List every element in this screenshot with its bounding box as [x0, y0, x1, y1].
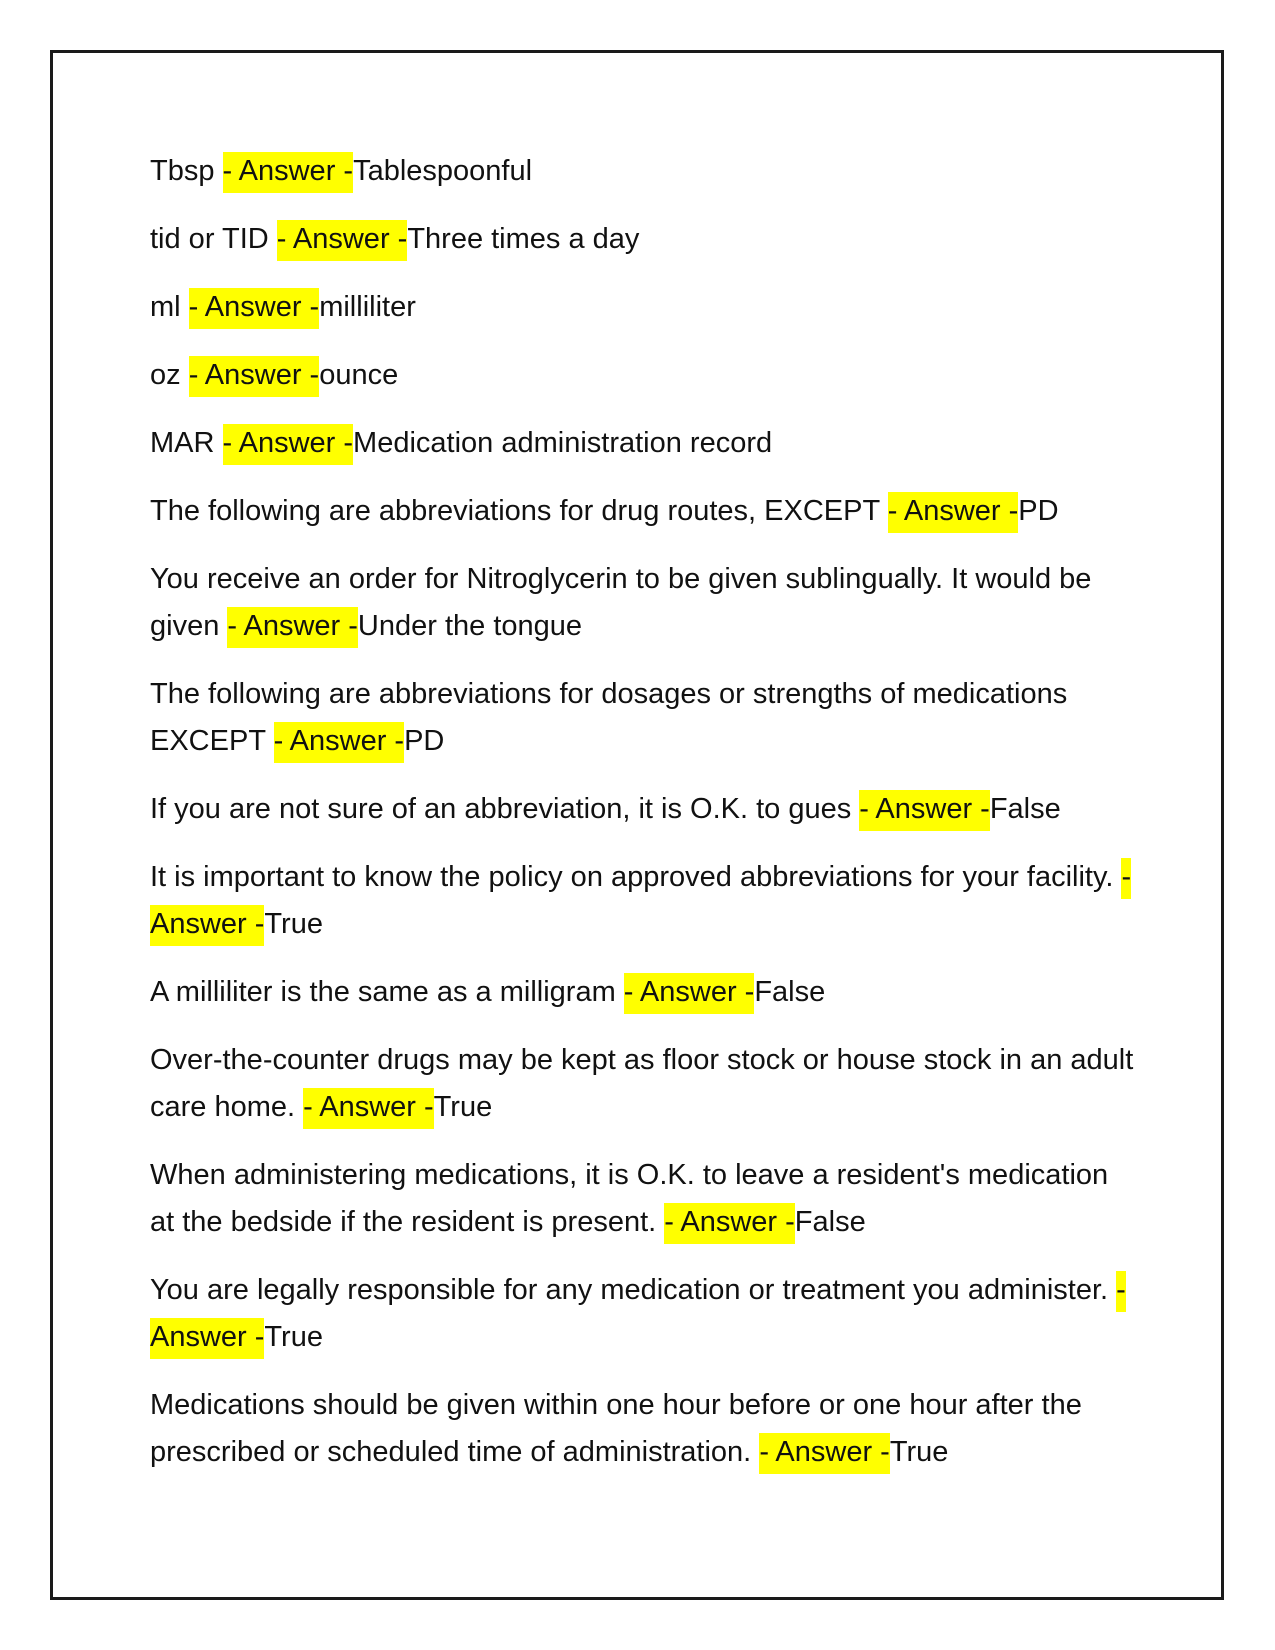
qa-item: [150, 352, 1140, 399]
answer-marker: - Answer -: [227, 607, 358, 648]
question-text: You are legally responsible for any medication or treatment you administer.: [150, 1274, 1117, 1306]
question-text: The following are abbreviations for dosages or strengths of medications EXCEPT: [150, 678, 1068, 757]
question-text: When administering medications, it is O.K. to leave a resident's medication at the bedside if the resident is present.: [150, 1159, 1109, 1238]
question-text: A milliliter is the same as a milligram: [150, 976, 624, 1008]
qa-item: [150, 1267, 1140, 1361]
qa-item: [150, 284, 1140, 331]
answer-text: PD: [1018, 495, 1059, 527]
answer-marker: - Answer -: [189, 288, 320, 329]
answer-text: ounce: [319, 359, 399, 391]
answer-text: False: [794, 1206, 866, 1238]
answer-marker: - Answer -: [274, 722, 405, 763]
answer-marker: - Answer -: [624, 973, 755, 1014]
qa-item: [150, 420, 1140, 467]
question-text: ml: [150, 291, 189, 323]
answer-text: False: [989, 793, 1061, 825]
answer-text: Under the tongue: [357, 610, 583, 642]
question-text: Over-the-counter drugs may be kept as floor stock or house stock in an adult care home.: [150, 1044, 1134, 1123]
answer-text: Tablespoonful: [353, 155, 533, 187]
qa-item: [150, 1152, 1140, 1246]
qa-item: [150, 969, 1140, 1016]
question-answer-list: [150, 148, 1140, 1497]
question-text: Medications should be given within one hour before or one hour after the prescribed or scheduled time of administration.: [150, 1389, 1082, 1468]
answer-marker: - Answer -: [888, 492, 1019, 533]
answer-marker: - Answer -: [859, 790, 990, 831]
qa-item: [150, 786, 1140, 833]
answer-text: Three times a day: [407, 223, 640, 255]
question-text: oz: [150, 359, 189, 391]
answer-text: True: [264, 1321, 323, 1353]
qa-item: [150, 1037, 1140, 1131]
question-text: It is important to know the policy on approved abbreviations for your facility.: [150, 861, 1122, 893]
answer-text: Medication administration record: [353, 427, 773, 459]
answer-text: True: [889, 1436, 949, 1468]
qa-item: [150, 556, 1140, 650]
answer-marker: - Answer -: [664, 1203, 795, 1244]
question-text: Tbsp: [150, 155, 223, 187]
answer-text: True: [264, 908, 323, 940]
answer-marker: - Answer -: [759, 1433, 890, 1474]
question-text: You receive an order for Nitroglycerin to be given sublingually. It would be given: [150, 563, 1092, 642]
qa-item: [150, 854, 1140, 948]
answer-marker: - Answer -: [277, 220, 408, 261]
answer-marker: - Answer -: [150, 858, 1131, 946]
answer-marker: - Answer -: [189, 356, 320, 397]
answer-marker: - Answer -: [223, 424, 354, 465]
answer-text: PD: [404, 725, 445, 757]
qa-item: [150, 488, 1140, 535]
qa-item: [150, 671, 1140, 765]
answer-text: False: [754, 976, 826, 1008]
answer-text: milliliter: [319, 291, 416, 323]
qa-item: [150, 216, 1140, 263]
answer-marker: - Answer -: [150, 1271, 1126, 1359]
question-text: tid or TID: [150, 223, 277, 255]
qa-item: [150, 1382, 1140, 1476]
question-text: MAR: [150, 427, 223, 459]
answer-marker: - Answer -: [303, 1088, 434, 1129]
question-text: The following are abbreviations for drug routes, EXCEPT: [150, 495, 888, 527]
question-text: If you are not sure of an abbreviation, it is O.K. to gues: [150, 793, 860, 825]
qa-item: [150, 148, 1140, 195]
answer-text: True: [433, 1091, 493, 1123]
answer-marker: - Answer -: [223, 152, 354, 193]
